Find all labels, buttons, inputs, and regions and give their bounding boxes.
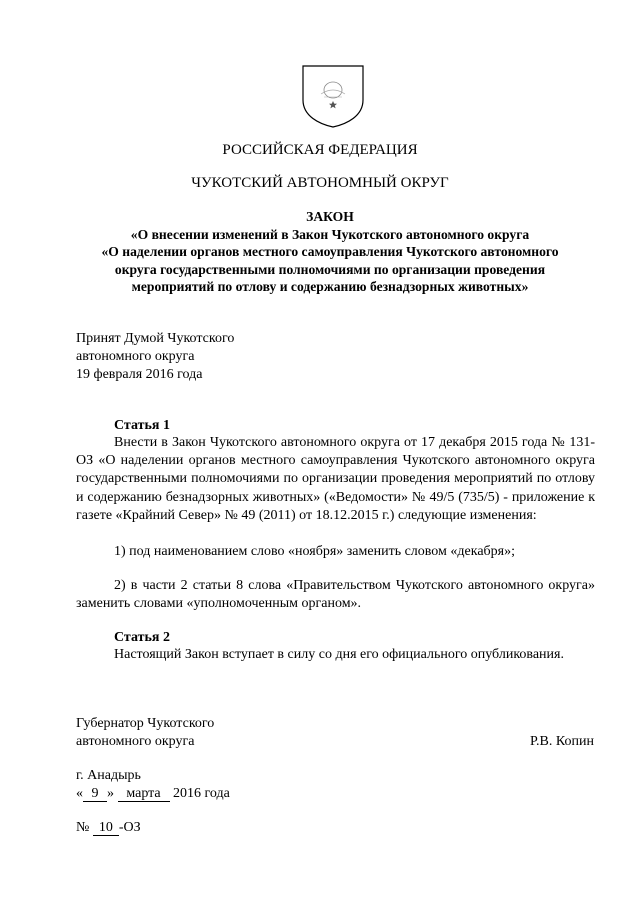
- law-number: [76, 819, 141, 837]
- date-month: марта: [118, 786, 170, 802]
- article-2-text: Настоящий Закон вступает в силу со дня его официального опубликования.: [114, 647, 564, 662]
- article-2-paragraph: [76, 646, 595, 664]
- item-2-text: 2) в части 2 статьи 8 слова «Правительством Чукотского автономного округа» заменить словами «уполномоченным органом».: [76, 578, 595, 612]
- coat-of-arms-emblem: [301, 64, 365, 128]
- number-value: 10: [93, 820, 119, 836]
- title-line-2: «О наделении органов местного самоуправления Чукотского автономного: [101, 244, 559, 259]
- signatory-position: [76, 715, 214, 751]
- adoption-date: 19 февраля 2016 года: [76, 367, 203, 382]
- country-name: РОССИЙСКАЯ ФЕДЕРАЦИЯ: [222, 142, 418, 158]
- item-1-text: 1) под наименованием слово «ноября» заменить словом «декабря»;: [114, 544, 515, 559]
- article-1-item-1: [76, 543, 595, 561]
- title-line-1: «О внесении изменений в Закон Чукотского автономного округа: [130, 226, 530, 242]
- position-line-1: Губернатор Чукотского: [76, 716, 215, 731]
- title-line-3: округа государственными полномочиями по организации проведения: [114, 261, 546, 277]
- article-1-item-2: [76, 577, 595, 613]
- article-1-heading: Статья 1: [114, 418, 170, 433]
- number-prefix: №: [76, 820, 90, 835]
- adoption-block: [76, 330, 234, 384]
- date-day: 9: [83, 786, 107, 802]
- region-name: ЧУКОТСКИЙ АВТОНОМНЫЙ ОКРУГ: [191, 175, 449, 191]
- title-line-4: мероприятий по отлову и содержанию безнадзорных животных»: [131, 279, 529, 294]
- signatory-name: Р.В. Копин: [530, 734, 594, 749]
- law-title: [60, 208, 600, 296]
- article-1-paragraph: [76, 434, 595, 525]
- quote-close: »: [107, 786, 114, 801]
- adoption-line-2: автономного округа: [76, 349, 195, 364]
- date-year: 2016 года: [173, 786, 230, 801]
- article-2-heading: Статья 2: [114, 630, 170, 645]
- adoption-line-1: Принят Думой Чукотского: [76, 331, 235, 346]
- quote-open: «: [76, 786, 83, 801]
- place-name: г. Анадырь: [76, 768, 141, 783]
- number-suffix: -ОЗ: [118, 820, 141, 835]
- article-1-text: Внести в Закон Чукотского автономного округа от 17 декабря 2015 года № 131-ОЗ «О наделении органов местного самоуправления Чукотского автономного округа государственными полномочиями по организации проведения мероприятий по отлову и содержанию безнадзорных животных» («Ведомости» № 49/5 (735/5) - приложение к газете «Крайний Север» № 49 (2011) от 18.12.2015 г.) следующие изменения:: [76, 435, 595, 523]
- signing-date: [76, 785, 230, 803]
- position-line-2: автономного округа: [76, 734, 195, 749]
- document-type: ЗАКОН: [306, 209, 354, 224]
